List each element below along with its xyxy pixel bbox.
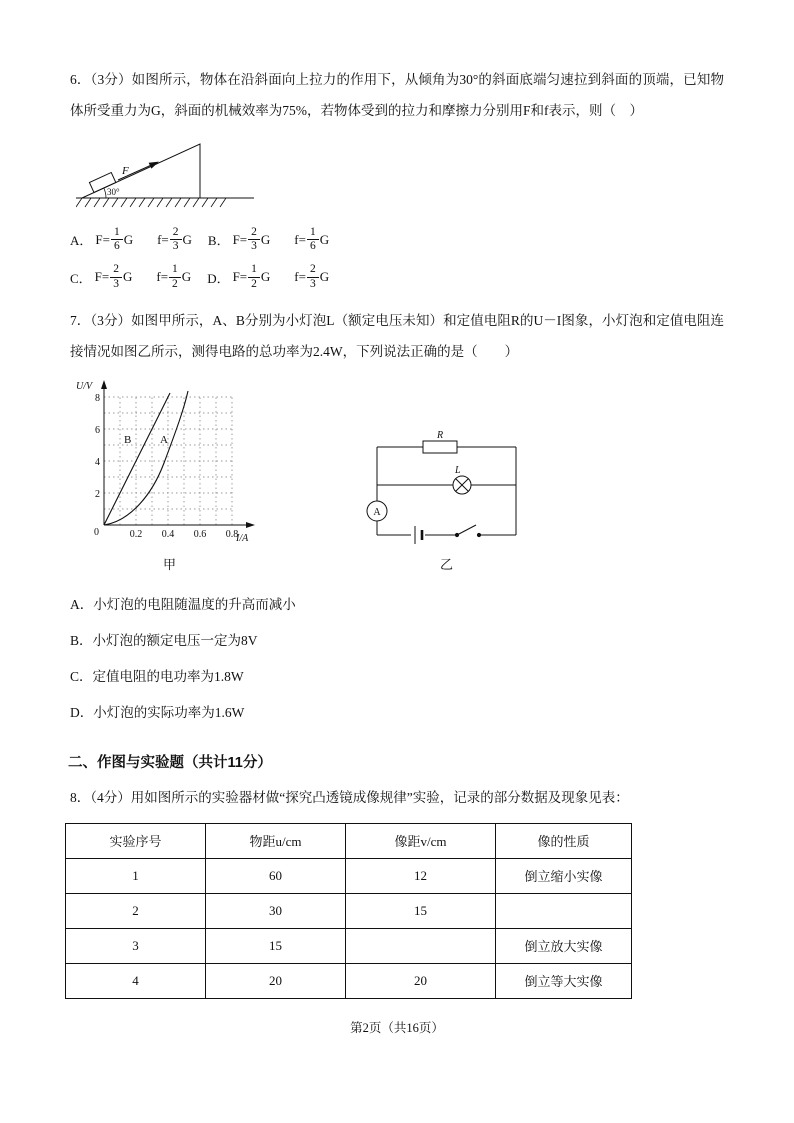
circuit-wires: [377, 447, 516, 535]
question-7: [70, 305, 724, 731]
q7-circuit-figure: [359, 431, 534, 573]
force-label: F: [122, 165, 129, 177]
fraction-denominator: 2: [251, 277, 257, 290]
curve-b-label: B: [124, 433, 132, 446]
table-header: 物距u/cm: [206, 823, 346, 858]
table-cell: 4: [66, 963, 206, 998]
q6-options: [70, 226, 724, 291]
fraction: [170, 226, 182, 253]
table-cell: 2: [66, 893, 206, 928]
eq-lhs: f=: [156, 269, 169, 285]
table-cell: 12: [346, 858, 496, 893]
fraction: [248, 226, 260, 253]
eq-rhs: G: [319, 269, 330, 285]
fraction: [110, 263, 122, 290]
switch-icon: [455, 525, 480, 537]
question-6: [70, 64, 724, 291]
table-cell: 倒立缩小实像: [496, 858, 632, 893]
eq-rhs: G: [182, 231, 192, 247]
q7-option-d: D．小灯泡的实际功率为1.6W: [70, 704, 245, 720]
equation: [95, 263, 133, 290]
question-8: [70, 782, 724, 999]
origin-label: 0: [94, 526, 99, 538]
y-tick: 8: [95, 392, 100, 404]
table-cell: 1: [66, 858, 206, 893]
fraction-numerator: 2: [307, 263, 319, 277]
circuit-svg: [359, 431, 534, 551]
table-cell: 3: [66, 928, 206, 963]
fraction-numerator: 1: [307, 226, 319, 240]
curve-a-lamp: [104, 391, 188, 525]
q6-option-b: [208, 226, 335, 253]
section-2-title: 二、作图与实验题（共计11分）: [68, 754, 272, 771]
resistor-icon: [423, 441, 457, 453]
table-cell: 15: [346, 893, 496, 928]
ammeter-icon: [367, 501, 387, 521]
table-header: 像的性质: [496, 823, 632, 858]
q7-option-a: A．小灯泡的电阻随温度的升高而减小: [70, 596, 296, 612]
fraction: [248, 263, 260, 290]
q6-option-d: [207, 263, 335, 290]
option-label: C．: [70, 270, 92, 286]
q7-figures: [72, 375, 724, 573]
x-tick: 0.8: [225, 528, 239, 540]
eq-lhs: F=: [95, 231, 110, 247]
q6-option-row-1: [70, 226, 724, 253]
angle-label: 30°: [107, 187, 120, 197]
fraction: [111, 226, 123, 253]
incline-figure-svg: [76, 136, 266, 216]
fraction-denominator: 6: [113, 240, 120, 253]
eq-rhs: G: [260, 231, 271, 247]
table-cell: 60: [206, 858, 346, 893]
equation: [294, 263, 329, 290]
graph-grid: [104, 397, 232, 525]
q8-stem: 8．（4分）用如图所示的实验器材做“探究凸透镜成像规律”实验，记录的部分数据及现象见表：: [70, 789, 629, 805]
option-label: A．: [70, 233, 93, 249]
fraction-denominator: 2: [172, 277, 178, 290]
table-header: 实验序号: [66, 823, 206, 858]
q7-option-b: B．小灯泡的额定电压一定为8V: [70, 632, 258, 648]
fraction-denominator: 3: [172, 240, 179, 253]
graph-caption: 甲: [162, 556, 176, 572]
y-tick: 4: [95, 456, 100, 468]
fraction: [307, 263, 319, 290]
equation: [233, 263, 271, 290]
q6-option-a: [70, 226, 198, 253]
q7-graph-figure: [72, 375, 267, 573]
fraction-denominator: 6: [309, 240, 316, 253]
q6-option-c: [70, 263, 197, 290]
q6-stem: 6．（3分）如图所示，物体在沿斜面向上拉力的作用下，从倾角为30°的斜面底端匀速拉到斜面的顶端，已知物体所受重力为G，斜面的机械效率为75%，若物体受到的拉力和摩擦力分别用F和f表示，则（ ）: [70, 72, 724, 118]
eq-lhs: f=: [294, 231, 306, 247]
table-cell: 15: [206, 928, 346, 963]
fraction: [307, 226, 319, 253]
fraction-numerator: 1: [111, 226, 123, 240]
eq-rhs: G: [260, 269, 271, 285]
table-row: [66, 858, 632, 893]
eq-rhs: G: [122, 269, 133, 285]
eq-lhs: F=: [232, 231, 248, 247]
table-header-row: [66, 823, 632, 858]
curve-a-label: A: [160, 433, 168, 446]
x-axis: [104, 522, 255, 528]
page-footer: 第2页（共16页）: [350, 1021, 444, 1035]
option-label: B．: [207, 233, 230, 249]
equation: [156, 263, 191, 290]
fraction-numerator: 1: [169, 263, 181, 277]
ui-graph-svg: [72, 375, 267, 551]
fraction-numerator: 2: [170, 226, 182, 240]
angle-arc: [104, 188, 106, 198]
x-axis-label: I/A: [236, 532, 249, 544]
table-row: [66, 928, 632, 963]
lamp-icon: [453, 476, 471, 494]
table-cell: 倒立等大实像: [496, 963, 632, 998]
eq-lhs: f=: [157, 231, 169, 247]
option-label: D．: [207, 270, 230, 286]
eq-rhs: G: [123, 231, 134, 247]
eq-lhs: F=: [94, 269, 110, 285]
y-axis: [101, 380, 107, 525]
q6-option-row-2: [70, 263, 724, 290]
fraction: [169, 263, 181, 290]
table-cell: [496, 893, 632, 928]
q7-option-c: C．定值电阻的电功率为1.8W: [70, 668, 244, 684]
x-tick: 0.2: [129, 528, 143, 540]
incline-ground: [76, 198, 254, 207]
fraction-numerator: 1: [248, 263, 260, 277]
y-tick: 2: [95, 488, 100, 500]
q6-incline-figure: [76, 136, 724, 216]
eq-lhs: F=: [232, 269, 248, 285]
eq-rhs: G: [181, 269, 192, 285]
eq-lhs: f=: [294, 269, 306, 285]
lamp-label: L: [455, 464, 461, 476]
fraction-numerator: 2: [248, 226, 260, 240]
q7-stem: 7．（3分）如图甲所示，A、B分别为小灯泡L（额定电压未知）和定值电阻R的U－I图象，小灯泡和定值电阻连接情况如图乙所示，测得电路的总功率为2.4W，下列说法正确的是（ ）: [70, 312, 724, 359]
q7-options: [70, 587, 724, 731]
y-axis-label: U/V: [76, 380, 93, 392]
battery-icon: [415, 526, 422, 544]
table-cell: 20: [346, 963, 496, 998]
resistor-label: R: [436, 430, 444, 441]
table-cell: [346, 928, 496, 963]
equation: [294, 226, 329, 253]
table-header: 像距v/cm: [346, 823, 496, 858]
y-tick: 6: [95, 424, 100, 436]
equation: [95, 226, 133, 253]
q8-data-table: [65, 823, 632, 999]
table-row: [66, 893, 632, 928]
fraction-denominator: 3: [113, 277, 119, 290]
x-tick: 0.4: [161, 528, 175, 540]
equation: [233, 226, 271, 253]
fraction-denominator: 3: [251, 240, 257, 253]
ammeter-label: A: [373, 506, 381, 518]
equation: [157, 226, 192, 253]
table-row: [66, 963, 632, 998]
circuit-caption: 乙: [439, 556, 453, 572]
table-cell: 倒立放大实像: [496, 928, 632, 963]
table-cell: 30: [206, 893, 346, 928]
eq-rhs: G: [319, 231, 330, 247]
fraction-numerator: 2: [110, 263, 122, 277]
x-tick: 0.6: [193, 528, 207, 540]
fraction-denominator: 3: [309, 277, 316, 290]
table-cell: 20: [206, 963, 346, 998]
